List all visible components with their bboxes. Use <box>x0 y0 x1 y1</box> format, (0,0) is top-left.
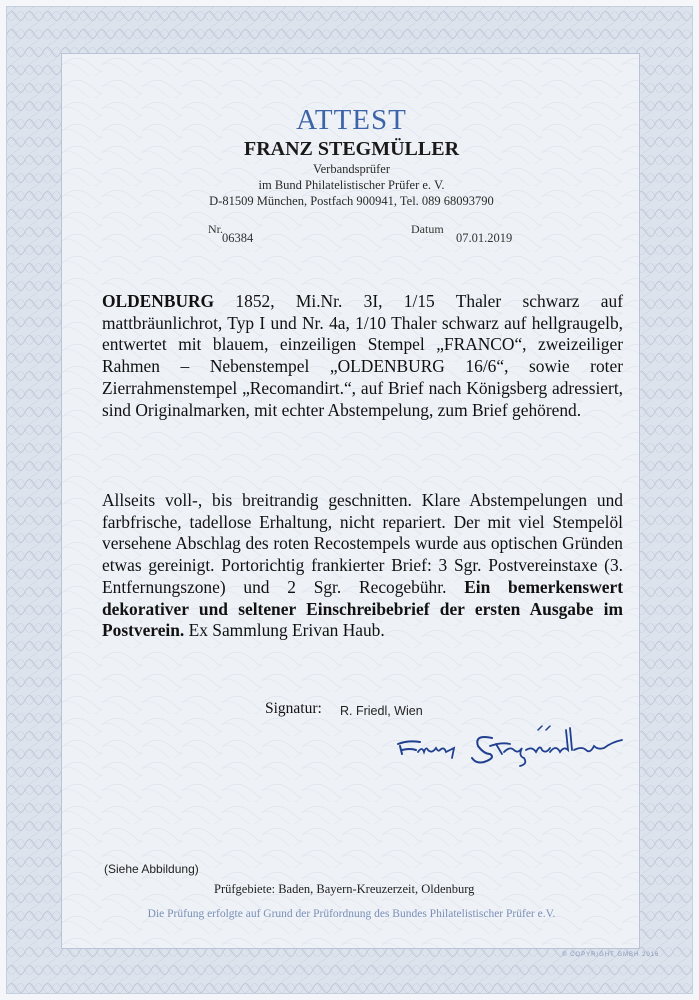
certificate-title: ATTEST <box>296 104 407 136</box>
copyright-notice: © COPYRIGHT GMBH 2016 <box>562 952 660 958</box>
highlight-text: Ein bemerkenswert dekorativer und seltener Einschreibebrief der ersten Ausgabe im Postverein. <box>102 576 623 641</box>
signature-label: Signatur: <box>265 700 322 717</box>
examiner-name: FRANZ STEGMÜLLER <box>243 138 460 160</box>
condition-text: Allseits voll-, bis breitrandig geschnitten. Klare Abstempelungen und farbfrische, tadellose Erhaltung, nicht repariert. Der mit viel Stempelöl versehene Abschlag des roten Recostempels wurde aus optischen Gründen etwas gereinigt. Portorichtig frankierter Brief: 3 Sgr. Postvereinstaxe (3. Entfernungszone) und 2 Sgr. Recogebühr. <box>102 490 623 597</box>
stamp-country: OLDENBURG <box>102 291 215 311</box>
date-label: Datum <box>411 222 444 236</box>
certificate-number-label: Nr. <box>208 222 223 236</box>
description-text: 1852, Mi.Nr. 3I, 1/15 Thaler schwarz auf mattbräunlichrot, Typ I und Nr. 4a, 1/10 Thaler schwarz auf hellgraugelb, entwertet mit blauem, einzeiligen Stempel „FRANCO“, zweizeiliger Rahmen – Nebenstempel „OLDENBURG 16/6“, sowie roter Zierrahmenstempel „Recomandirt.“, auf Brief nach Königsberg adressiert, sind Originalmarken, mit echter Abstempelung, zum Brief gehörend. <box>102 291 623 420</box>
examiner-address: D-81509 München, Postfach 900941, Tel. 089 68093790 <box>209 194 494 208</box>
date-value: 07.01.2019 <box>456 231 513 245</box>
certificate-inner-panel <box>61 53 640 949</box>
description-paragraph <box>102 291 623 421</box>
certificate-number-value: 06384 <box>222 231 254 245</box>
examiner-association: im Bund Philatelistischer Prüfer e. V. <box>258 178 445 192</box>
provenance-text: Ex Sammlung Erivan Haub. <box>184 620 385 641</box>
certificate-outer-frame <box>6 6 693 994</box>
condition-paragraph <box>102 490 623 642</box>
signature-value: R. Friedl, Wien <box>340 704 423 718</box>
examiner-role: Verbandsprüfer <box>312 162 391 176</box>
see-image-note: (Siehe Abbildung) <box>104 862 199 876</box>
examination-areas: Prüfgebiete: Baden, Bayern-Kreuzerzeit, Oldenburg <box>214 882 475 896</box>
handwritten-signature <box>392 720 632 772</box>
footer-statement: Die Prüfung erfolgte auf Grund der Prüfordnung des Bundes Philatelistischer Prüfer e.V. <box>147 908 556 920</box>
